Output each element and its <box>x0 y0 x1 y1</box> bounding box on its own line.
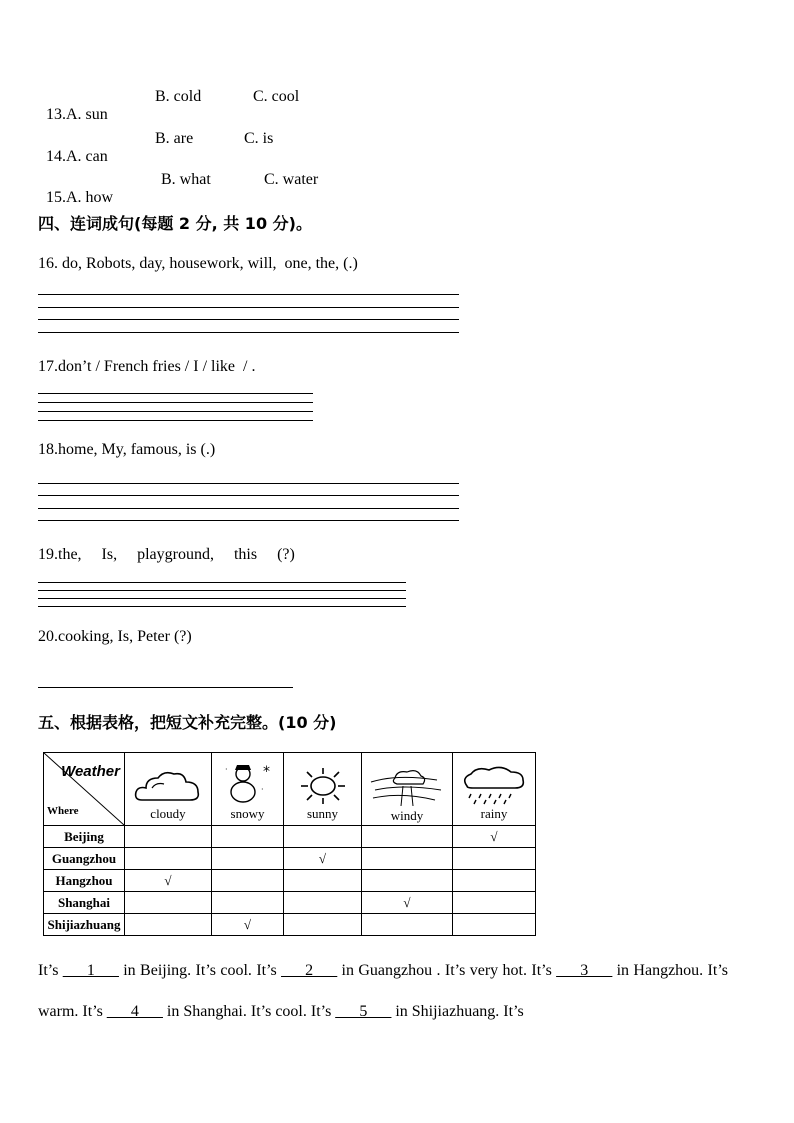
column-windy <box>362 753 453 826</box>
table-cell <box>362 826 453 848</box>
answer-line[interactable] <box>38 606 406 607</box>
cloud-icon <box>132 766 204 806</box>
option-14-c: C. is <box>244 130 274 147</box>
sun-icon <box>291 764 355 806</box>
row-city: Hangzhou <box>44 870 125 892</box>
rain-icon <box>459 764 529 806</box>
table-cell: √ <box>362 892 453 914</box>
table-cell <box>453 914 536 936</box>
answer-line[interactable] <box>38 319 459 320</box>
table-cell <box>125 848 212 870</box>
blank-5[interactable]: ___5___ <box>335 1003 392 1020</box>
table-row <box>44 848 536 870</box>
wind-icon <box>367 764 447 808</box>
corner-where-label: Where <box>47 805 79 817</box>
question-19: 19.the, Is, playground, this (?) <box>38 546 295 563</box>
answer-line[interactable] <box>38 393 313 394</box>
answer-line[interactable] <box>38 420 313 421</box>
column-label-windy: windy <box>390 808 424 823</box>
table-cell <box>284 870 362 892</box>
table-row <box>44 826 536 848</box>
row-city: Guangzhou <box>44 848 125 870</box>
column-label-cloudy: cloudy <box>150 806 186 821</box>
answer-line[interactable] <box>38 508 459 509</box>
table-cell <box>362 848 453 870</box>
answer-line[interactable] <box>38 590 406 591</box>
answer-line[interactable] <box>38 402 313 403</box>
blank-4[interactable]: ___4___ <box>106 1003 163 1020</box>
table-cell: √ <box>284 848 362 870</box>
snowman-icon <box>217 762 279 806</box>
question-18: 18.home, My, famous, is (.) <box>38 441 216 458</box>
column-sunny <box>284 753 362 826</box>
column-rainy <box>453 753 536 826</box>
table-cell <box>212 870 284 892</box>
table-cell <box>362 870 453 892</box>
answer-line[interactable] <box>38 520 459 521</box>
svg-text:*: * <box>262 764 270 780</box>
option-row-13: 13.A. sun <box>46 106 108 123</box>
option-row-14: 14.A. can <box>46 148 108 165</box>
table-row <box>44 914 536 936</box>
blank-2[interactable]: ___2___ <box>281 962 338 979</box>
svg-text:·: · <box>260 785 264 794</box>
table-cell <box>125 826 212 848</box>
table-cell: √ <box>453 826 536 848</box>
svg-text:·: · <box>224 765 228 774</box>
blank-3[interactable]: ___3___ <box>556 962 613 979</box>
column-label-snowy: snowy <box>230 806 265 821</box>
row-city: Shijiazhuang <box>44 914 125 936</box>
table-cell <box>212 892 284 914</box>
section4-heading: 四、连词成句(每题 2 分, 共 10 分)。 <box>38 214 312 233</box>
row-city: Shanghai <box>44 892 125 914</box>
table-corner-cell <box>44 753 125 826</box>
table-cell <box>212 848 284 870</box>
answer-line[interactable] <box>38 495 459 496</box>
table-cell <box>453 848 536 870</box>
blank-1[interactable]: ___1___ <box>62 962 119 979</box>
table-row <box>44 892 536 914</box>
question-17: 17.don’t / French fries / I / like / . <box>38 358 256 375</box>
table-cell <box>284 892 362 914</box>
column-label-rainy: rainy <box>480 806 508 821</box>
row-city: Beijing <box>44 826 125 848</box>
question-16: 16. do, Robots, day, housework, will, one, the, (.) <box>38 255 358 272</box>
table-cell <box>362 914 453 936</box>
column-snowy <box>212 753 284 826</box>
table-cell <box>284 826 362 848</box>
answer-line[interactable] <box>38 483 459 484</box>
table-cell <box>453 892 536 914</box>
option-13-c: C. cool <box>253 88 300 105</box>
answer-line[interactable] <box>38 687 293 688</box>
table-cell <box>212 826 284 848</box>
option-13-b: B. cold <box>155 88 202 105</box>
table-cell <box>125 892 212 914</box>
table-cell <box>284 914 362 936</box>
column-label-sunny: sunny <box>306 806 339 821</box>
option-row-15: 15.A. how <box>46 189 114 206</box>
answer-line[interactable] <box>38 411 313 412</box>
answer-line[interactable] <box>38 307 459 308</box>
table-cell: √ <box>212 914 284 936</box>
option-15-b: B. what <box>161 171 211 188</box>
table-row <box>44 870 536 892</box>
table-cell: √ <box>125 870 212 892</box>
answer-line[interactable] <box>38 598 406 599</box>
weather-table <box>43 752 536 936</box>
fill-in-paragraph: It’s ___1___ in Beijing. It’s cool. It’s ___2___ in Guangzhou . It’s very hot. It’s ___3___ in Hangzhou. It’s warm. It’s ___4___ in Shanghai. It’s cool. It’s ___5___ in Shijiazhuang. It’s <box>38 962 729 1020</box>
table-cell <box>453 870 536 892</box>
answer-line[interactable] <box>38 332 459 333</box>
answer-line[interactable] <box>38 582 406 583</box>
question-20: 20.cooking, Is, Peter (?) <box>38 628 192 645</box>
table-cell <box>125 914 212 936</box>
option-14-b: B. are <box>155 130 194 147</box>
section5-heading: 五、根据表格，把短文补充完整。(10 分) <box>38 713 337 732</box>
column-cloudy <box>125 753 212 826</box>
corner-weather-label: Weather <box>61 763 120 780</box>
option-15-c: C. water <box>264 171 319 188</box>
answer-line[interactable] <box>38 294 459 295</box>
